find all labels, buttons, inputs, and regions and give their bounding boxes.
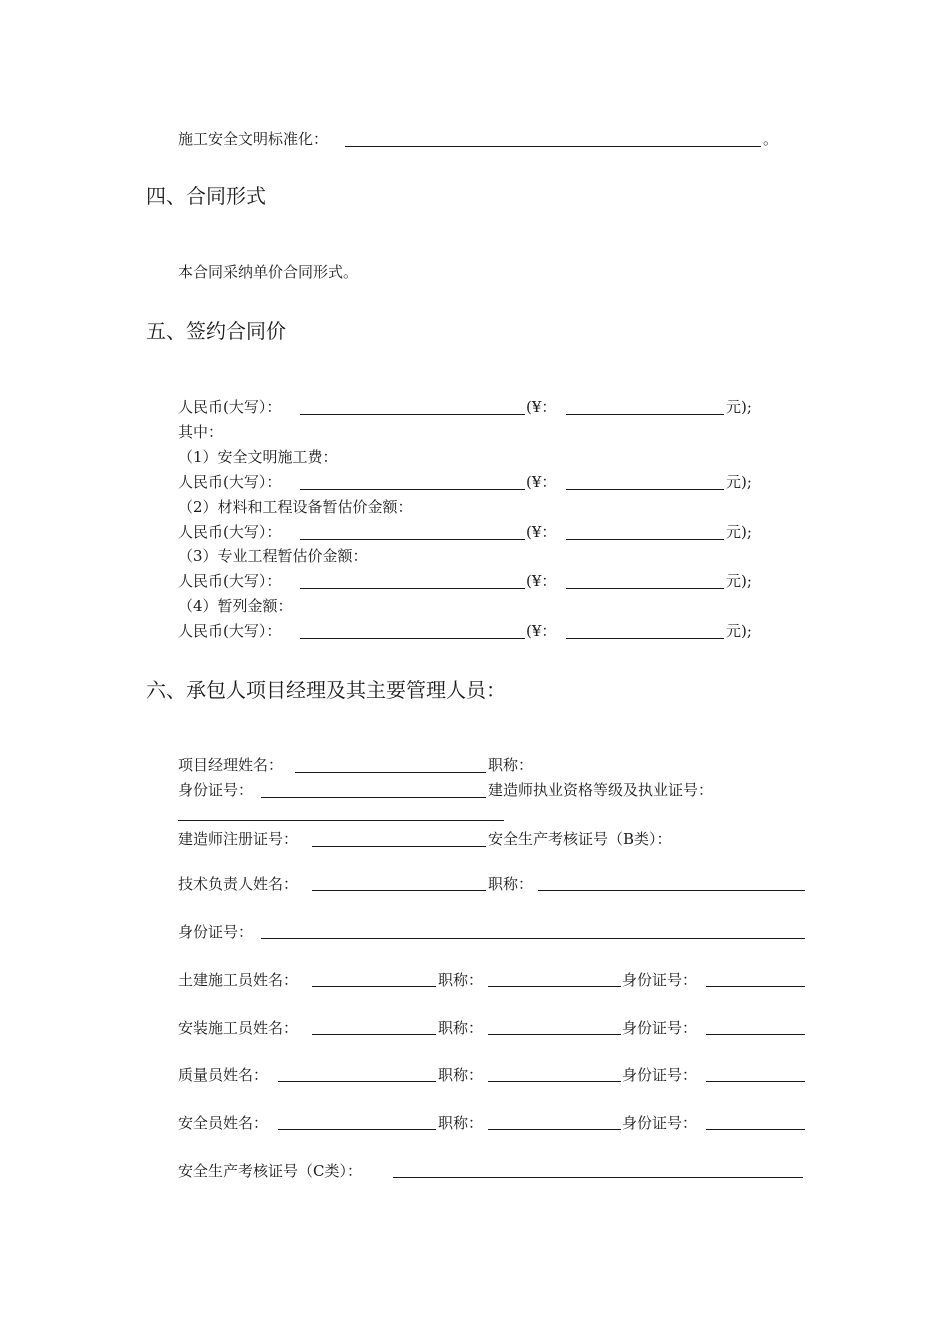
item3-label: （3）专业工程暂估价金额： [178,547,368,565]
civil-name-label: 土建施工员姓名： [178,971,299,989]
rmb-blank-total[interactable] [300,414,525,415]
unit-item2: 元); [726,523,752,541]
item4-label: （4）暂列金额： [178,597,293,615]
install-name-label: 安装施工员姓名： [178,1019,299,1037]
tech-name-blank[interactable] [312,890,486,891]
builder-reg-blank[interactable] [312,846,486,847]
install-title-blank[interactable] [488,1034,621,1035]
yen-label-item1: (¥： [526,473,557,491]
unit-item3: 元); [726,572,752,590]
safety-title-blank[interactable] [488,1129,621,1130]
civil-id-blank[interactable] [706,986,805,987]
builder-qual-label: 建造师执业资格等级及执业证号： [488,781,714,799]
safety-id-blank[interactable] [706,1129,805,1130]
rmb-blank-item1[interactable] [300,489,525,490]
unit-item4: 元); [726,622,752,640]
pm-name-blank[interactable] [295,772,486,773]
yen-blank-item2[interactable] [566,539,724,540]
tech-title-label: 职称： [488,875,534,893]
install-id-label: 身份证号： [622,1019,698,1037]
rmb-label-item2: 人民币(大写）： [178,523,282,541]
safety-standard-label: 施工安全文明标准化： [178,130,329,148]
pm-id-blank[interactable] [261,797,486,798]
civil-title-label: 职称： [438,971,484,989]
yen-label-item3: (¥： [526,572,557,590]
yen-blank-item4[interactable] [566,638,724,639]
section-4-heading: 四、合同形式 [146,184,266,208]
yen-blank-total[interactable] [566,414,724,415]
quality-id-label: 身份证号： [622,1066,698,1084]
tech-id-blank[interactable] [261,938,805,939]
civil-name-blank[interactable] [312,986,436,987]
item2-label: （2）材料和工程设备暂估价金额： [178,498,413,516]
safety-title-label: 职称： [438,1114,484,1132]
rmb-blank-item3[interactable] [300,588,525,589]
safety-id-label: 身份证号： [622,1114,698,1132]
install-title-label: 职称： [438,1019,484,1037]
quality-title-blank[interactable] [488,1081,621,1082]
tech-name-label: 技术负责人姓名： [178,875,299,893]
safety-c-label: 安全生产考核证号（C类）： [178,1162,362,1180]
safety-standard-tail: 。 [763,130,779,148]
safety-c-blank[interactable] [393,1177,803,1178]
builder-qual-blank[interactable] [178,820,504,821]
yen-label-item4: (¥： [526,622,557,640]
quality-name-blank[interactable] [278,1081,436,1082]
pm-id-label: 身份证号： [178,781,254,799]
quality-title-label: 职称： [438,1066,484,1084]
safety-b-label: 安全生产考核证号（B类）： [488,830,672,848]
civil-id-label: 身份证号： [622,971,698,989]
rmb-label-item4: 人民币(大写）： [178,622,282,640]
civil-title-blank[interactable] [488,986,621,987]
yen-blank-item3[interactable] [566,588,724,589]
rmb-label-item3: 人民币(大写）： [178,572,282,590]
item1-label: （1）安全文明施工费： [178,448,338,466]
unit-item1: 元); [726,473,752,491]
rmb-blank-item4[interactable] [300,638,525,639]
safety-name-blank[interactable] [278,1129,436,1130]
section-5-heading: 五、签约合同价 [146,319,286,343]
quality-name-label: 质量员姓名： [178,1066,269,1084]
pm-title-label: 职称： [488,756,534,774]
builder-reg-label: 建造师注册证号： [178,830,299,848]
yen-label-total: (¥： [526,398,557,416]
quality-id-blank[interactable] [706,1081,805,1082]
rmb-label-item1: 人民币(大写）： [178,473,282,491]
tech-title-blank[interactable] [538,890,805,891]
yen-blank-item1[interactable] [566,489,724,490]
tech-id-label: 身份证号： [178,923,254,941]
section-6-heading: 六、承包人项目经理及其主要管理人员： [146,678,506,702]
rmb-label-total: 人民币(大写）： [178,398,282,416]
safety-name-label: 安全员姓名： [178,1114,269,1132]
yen-label-item2: (¥： [526,523,557,541]
unit-total: 元); [726,398,752,416]
contract-form-text: 本合同采纳单价合同形式。 [178,263,359,281]
rmb-blank-item2[interactable] [300,539,525,540]
install-name-blank[interactable] [312,1034,436,1035]
of-which-label: 其中： [178,423,224,441]
pm-name-label: 项目经理姓名： [178,756,284,774]
safety-standard-blank[interactable] [345,146,761,147]
install-id-blank[interactable] [706,1034,805,1035]
